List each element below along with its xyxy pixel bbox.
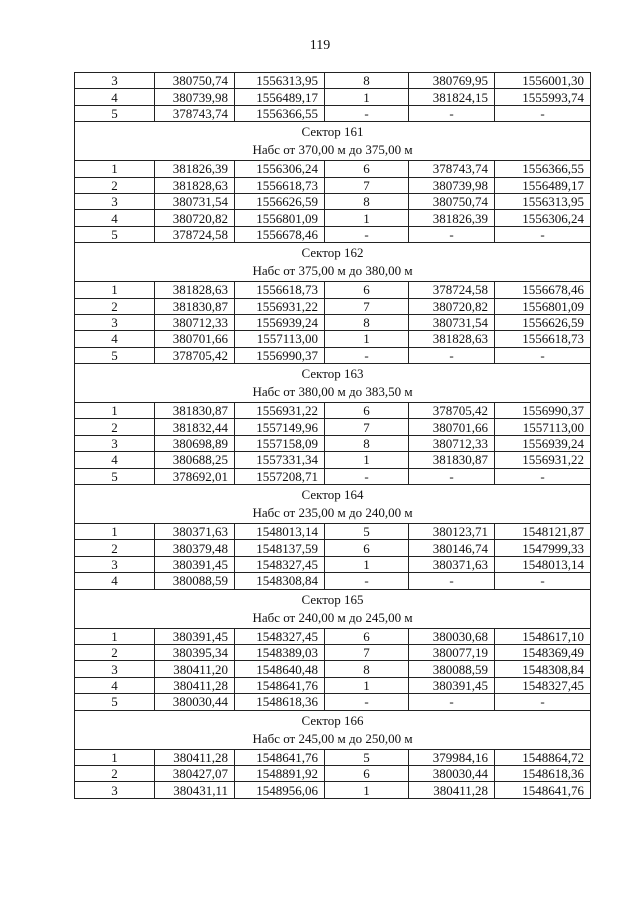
coordinate-cell: 378724,58 (409, 282, 495, 298)
coordinate-cell: 380411,28 (155, 677, 235, 693)
sector-title: Сектор 166 (301, 712, 364, 728)
coordinate-cell: 380739,98 (155, 89, 235, 105)
coordinate-cell: 380030,68 (409, 628, 495, 644)
coordinate-cell: 1556678,46 (495, 282, 591, 298)
coordinate-cell: 1556366,55 (495, 161, 591, 177)
coordinate-cell: 1548641,76 (235, 677, 325, 693)
point-number-cell: 7 (325, 298, 409, 314)
coordinate-cell: - (495, 226, 591, 242)
point-number-cell: 4 (75, 677, 155, 693)
point-number-cell: 1 (75, 749, 155, 765)
sector-height-range: Набс от 380,00 м до 383,50 м (252, 384, 413, 400)
coordinate-cell: 378724,58 (155, 226, 235, 242)
coordinate-cell: 1556306,24 (235, 161, 325, 177)
point-number-cell: 1 (75, 282, 155, 298)
table-row (75, 226, 591, 242)
coordinate-cell: 380720,82 (155, 210, 235, 226)
point-number-cell: 8 (325, 314, 409, 330)
table-row (75, 540, 591, 556)
point-number-cell: 3 (75, 782, 155, 798)
sector-header-cell (75, 364, 591, 403)
coordinate-cell: 1556678,46 (235, 226, 325, 242)
sector-height-range: Набс от 375,00 м до 380,00 м (252, 263, 413, 279)
coordinate-cell: 380088,59 (409, 661, 495, 677)
point-number-cell: 3 (75, 661, 155, 677)
sector-height-range: Набс от 245,00 м до 250,00 м (252, 730, 413, 746)
coordinate-cell: 380731,54 (409, 314, 495, 330)
coordinate-cell: 1548891,92 (235, 765, 325, 781)
point-number-cell: 7 (325, 644, 409, 660)
coordinate-cell: 381828,63 (409, 331, 495, 347)
point-number-cell: 3 (75, 435, 155, 451)
coordinate-cell: 1556306,24 (495, 210, 591, 226)
sector-header-row (75, 243, 591, 282)
table-row (75, 677, 591, 693)
coordinate-cell: 380088,59 (155, 573, 235, 589)
coordinate-cell: 380395,34 (155, 644, 235, 660)
coordinate-cell: 1556489,17 (495, 177, 591, 193)
coordinate-cell: 1556618,73 (235, 177, 325, 193)
coordinate-cell: - (409, 105, 495, 121)
point-number-cell: 4 (75, 573, 155, 589)
table-row (75, 73, 591, 89)
point-number-cell: - (325, 694, 409, 710)
coordinate-cell: 380731,54 (155, 193, 235, 209)
coordinates-table (74, 72, 591, 799)
page-number: 119 (309, 38, 331, 53)
table-row (75, 661, 591, 677)
coordinate-cell: 1557113,00 (495, 419, 591, 435)
coordinate-cell: 1548864,72 (495, 749, 591, 765)
sector-title: Сектор 163 (301, 366, 364, 382)
coordinate-cell: 381828,63 (155, 177, 235, 193)
coordinate-cell: 380391,45 (155, 556, 235, 572)
point-number-cell: 6 (325, 765, 409, 781)
point-number-cell: 1 (325, 452, 409, 468)
coordinate-cell: 1548013,14 (235, 524, 325, 540)
coordinate-cell: 380698,89 (155, 435, 235, 451)
point-number-cell: 8 (325, 73, 409, 89)
table-row (75, 177, 591, 193)
point-number-cell: 1 (75, 403, 155, 419)
point-number-cell: 5 (75, 347, 155, 363)
sector-title: Сектор 161 (301, 124, 364, 140)
coordinate-cell: 1556939,24 (495, 435, 591, 451)
coordinate-cell: 379984,16 (409, 749, 495, 765)
coordinate-cell: 1556939,24 (235, 314, 325, 330)
coordinate-cell: 381826,39 (155, 161, 235, 177)
coordinate-cell: 378743,74 (155, 105, 235, 121)
sector-header-cell (75, 589, 591, 628)
table-row (75, 419, 591, 435)
coordinate-cell: 381830,87 (155, 298, 235, 314)
table-row (75, 765, 591, 781)
point-number-cell: 4 (75, 331, 155, 347)
table-row (75, 435, 591, 451)
coordinate-cell: 1555993,74 (495, 89, 591, 105)
coordinate-cell: 380030,44 (155, 694, 235, 710)
coordinate-cell: 381828,63 (155, 282, 235, 298)
point-number-cell: 2 (75, 298, 155, 314)
point-number-cell: 6 (325, 540, 409, 556)
table-row (75, 89, 591, 105)
coordinate-cell: 380379,48 (155, 540, 235, 556)
table-row (75, 298, 591, 314)
coordinate-cell: 1548389,03 (235, 644, 325, 660)
coordinate-cell: 1556626,59 (495, 314, 591, 330)
point-number-cell: 5 (325, 749, 409, 765)
sector-header-cell (75, 243, 591, 282)
sector-header-row (75, 485, 591, 524)
coordinate-cell: 1548369,49 (495, 644, 591, 660)
coordinate-cell: 1556931,22 (235, 403, 325, 419)
point-number-cell: 1 (75, 524, 155, 540)
point-number-cell: - (325, 468, 409, 484)
point-number-cell: 1 (325, 89, 409, 105)
coordinate-cell: 380391,45 (409, 677, 495, 693)
table-row (75, 282, 591, 298)
coordinate-cell: 1556801,09 (495, 298, 591, 314)
sector-height-range: Набс от 235,00 м до 240,00 м (252, 505, 413, 521)
coordinate-cell: 381832,44 (155, 419, 235, 435)
point-number-cell: 3 (75, 193, 155, 209)
coordinate-cell: 380371,63 (155, 524, 235, 540)
coordinate-cell: 380411,28 (155, 749, 235, 765)
point-number-cell: 6 (325, 628, 409, 644)
point-number-cell: 1 (75, 161, 155, 177)
coordinate-cell: 1548327,45 (235, 628, 325, 644)
point-number-cell: 5 (75, 694, 155, 710)
coordinate-cell: 1548956,06 (235, 782, 325, 798)
table-row (75, 314, 591, 330)
coordinate-cell: 1548137,59 (235, 540, 325, 556)
coordinate-cell: 380701,66 (155, 331, 235, 347)
table-row (75, 628, 591, 644)
coordinate-cell: 378705,42 (155, 347, 235, 363)
coordinate-cell: 1548618,36 (235, 694, 325, 710)
point-number-cell: 6 (325, 161, 409, 177)
point-number-cell: 4 (75, 452, 155, 468)
table-row (75, 749, 591, 765)
sector-height-range: Набс от 240,00 м до 245,00 м (252, 609, 413, 625)
sector-header-row (75, 710, 591, 749)
coordinate-cell: 1556990,37 (495, 403, 591, 419)
coordinate-cell: 380769,95 (409, 73, 495, 89)
sector-header-row (75, 364, 591, 403)
point-number-cell: 4 (75, 210, 155, 226)
table-row (75, 403, 591, 419)
coordinate-cell: 378743,74 (409, 161, 495, 177)
coordinate-cell: 380712,33 (155, 314, 235, 330)
point-number-cell: - (325, 573, 409, 589)
point-number-cell: - (325, 347, 409, 363)
coordinate-cell: 380720,82 (409, 298, 495, 314)
coordinate-cell: 1548308,84 (235, 573, 325, 589)
point-number-cell: 3 (75, 73, 155, 89)
coordinate-cell: 380712,33 (409, 435, 495, 451)
table-row (75, 782, 591, 798)
coordinate-cell: 1548013,14 (495, 556, 591, 572)
coordinate-cell: 380411,20 (155, 661, 235, 677)
point-number-cell: 7 (325, 177, 409, 193)
coordinate-cell: 1548641,76 (495, 782, 591, 798)
point-number-cell: 8 (325, 193, 409, 209)
coordinate-cell: 380123,71 (409, 524, 495, 540)
point-number-cell: 8 (325, 435, 409, 451)
coordinate-cell: 1557158,09 (235, 435, 325, 451)
table-row (75, 573, 591, 589)
coordinate-cell: 380077,19 (409, 644, 495, 660)
coordinate-cell: - (409, 573, 495, 589)
table-row (75, 694, 591, 710)
coordinate-cell: - (495, 468, 591, 484)
coordinate-cell: 1556801,09 (235, 210, 325, 226)
coordinate-cell: 1556618,73 (235, 282, 325, 298)
sector-height-range: Набс от 370,00 м до 375,00 м (252, 142, 413, 158)
coordinate-cell: 380688,25 (155, 452, 235, 468)
point-number-cell: 1 (325, 556, 409, 572)
sector-header-cell (75, 122, 591, 161)
coordinate-cell: 1548617,10 (495, 628, 591, 644)
point-number-cell: 6 (325, 403, 409, 419)
coordinate-cell: 380411,28 (409, 782, 495, 798)
point-number-cell: 5 (75, 105, 155, 121)
point-number-cell: 5 (325, 524, 409, 540)
coordinate-cell: - (409, 694, 495, 710)
coordinate-cell: 380750,74 (155, 73, 235, 89)
sector-header-cell (75, 710, 591, 749)
point-number-cell: 6 (325, 282, 409, 298)
table-row (75, 556, 591, 572)
table-row (75, 161, 591, 177)
coordinate-cell: 1547999,33 (495, 540, 591, 556)
point-number-cell: 2 (75, 644, 155, 660)
table-row (75, 644, 591, 660)
coordinate-cell: 1556313,95 (235, 73, 325, 89)
table-row (75, 468, 591, 484)
point-number-cell: 1 (325, 331, 409, 347)
coordinate-cell: 1556618,73 (495, 331, 591, 347)
coordinate-cell: 1557149,96 (235, 419, 325, 435)
coordinate-cell: 378692,01 (155, 468, 235, 484)
point-number-cell: - (325, 226, 409, 242)
coordinate-cell: 1557113,00 (235, 331, 325, 347)
coordinate-cell: 380030,44 (409, 765, 495, 781)
sector-header-cell (75, 485, 591, 524)
coordinate-cell: 380427,07 (155, 765, 235, 781)
coordinate-cell: - (495, 347, 591, 363)
coordinate-cell: - (409, 226, 495, 242)
sector-header-row (75, 589, 591, 628)
coordinate-cell: 1556366,55 (235, 105, 325, 121)
coordinate-cell: 380739,98 (409, 177, 495, 193)
coordinate-cell: - (409, 347, 495, 363)
sector-header-row (75, 122, 591, 161)
point-number-cell: 2 (75, 540, 155, 556)
coordinate-cell: 380750,74 (409, 193, 495, 209)
point-number-cell: 3 (75, 314, 155, 330)
coordinate-cell: - (409, 468, 495, 484)
coordinate-cell: 1548641,76 (235, 749, 325, 765)
point-number-cell: 5 (75, 226, 155, 242)
table-row (75, 210, 591, 226)
coordinate-cell: 1556990,37 (235, 347, 325, 363)
table-row (75, 524, 591, 540)
coordinate-cell: 1548327,45 (495, 677, 591, 693)
coordinate-cell: 1556001,30 (495, 73, 591, 89)
sector-title: Сектор 162 (301, 245, 364, 261)
coordinate-cell: 1548640,48 (235, 661, 325, 677)
point-number-cell: 2 (75, 419, 155, 435)
table-row (75, 105, 591, 121)
coordinate-cell: 1556313,95 (495, 193, 591, 209)
sector-title: Сектор 164 (301, 487, 364, 503)
coordinate-cell: 378705,42 (409, 403, 495, 419)
coordinate-cell: 380431,11 (155, 782, 235, 798)
coordinate-cell: 381830,87 (409, 452, 495, 468)
coordinate-cell: - (495, 105, 591, 121)
point-number-cell: 7 (325, 419, 409, 435)
point-number-cell: 1 (325, 210, 409, 226)
point-number-cell: 2 (75, 177, 155, 193)
coordinate-cell: 1548327,45 (235, 556, 325, 572)
point-number-cell: 1 (75, 628, 155, 644)
point-number-cell: 1 (325, 677, 409, 693)
coordinate-cell: 1548618,36 (495, 765, 591, 781)
coordinate-cell: 1556626,59 (235, 193, 325, 209)
point-number-cell: 4 (75, 89, 155, 105)
coordinate-cell: 381830,87 (155, 403, 235, 419)
table-row (75, 452, 591, 468)
coordinate-cell: 1557208,71 (235, 468, 325, 484)
coordinate-cell: 380371,63 (409, 556, 495, 572)
coordinate-cell: - (495, 694, 591, 710)
point-number-cell: 3 (75, 556, 155, 572)
coordinate-cell: 1556931,22 (235, 298, 325, 314)
coordinate-cell: 380146,74 (409, 540, 495, 556)
coordinate-cell: 1556489,17 (235, 89, 325, 105)
coordinate-cell: - (495, 573, 591, 589)
point-number-cell: - (325, 105, 409, 121)
table-row (75, 193, 591, 209)
point-number-cell: 1 (325, 782, 409, 798)
coordinate-cell: 381826,39 (409, 210, 495, 226)
point-number-cell: 5 (75, 468, 155, 484)
coordinate-cell: 380701,66 (409, 419, 495, 435)
point-number-cell: 8 (325, 661, 409, 677)
table-row (75, 331, 591, 347)
coordinate-cell: 1556931,22 (495, 452, 591, 468)
point-number-cell: 2 (75, 765, 155, 781)
sector-title: Сектор 165 (301, 591, 364, 607)
table-row (75, 347, 591, 363)
coordinate-cell: 1548308,84 (495, 661, 591, 677)
coordinate-cell: 380391,45 (155, 628, 235, 644)
coordinate-cell: 381824,15 (409, 89, 495, 105)
coordinate-cell: 1557331,34 (235, 452, 325, 468)
coordinate-cell: 1548121,87 (495, 524, 591, 540)
